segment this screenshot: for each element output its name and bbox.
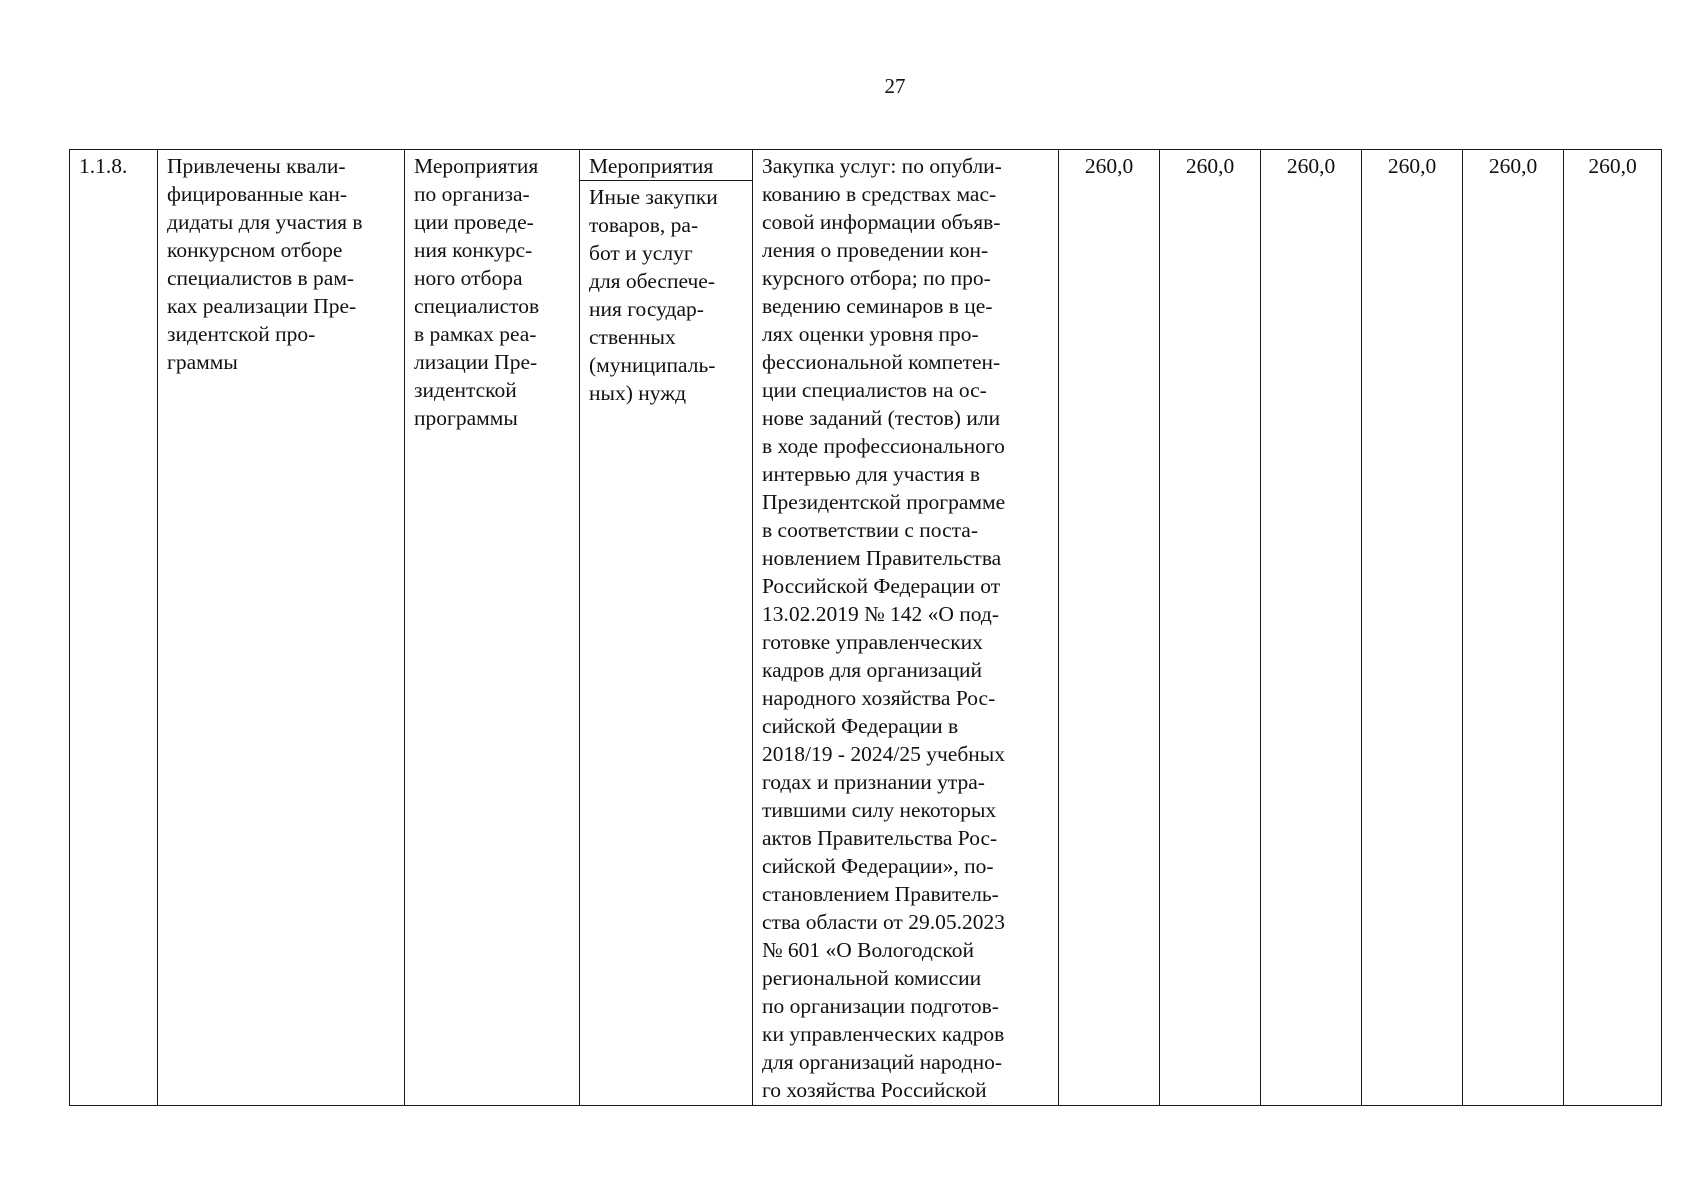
text-line: в рамках реа- — [414, 322, 537, 346]
text-line: ных) нужд — [589, 381, 687, 405]
text-line: № 601 «О Вологодской — [762, 938, 974, 962]
text-line: ния конкурс- — [414, 238, 533, 262]
text-line: специалистов в рам- — [167, 266, 355, 290]
text-line: кованию в средствах мас- — [762, 182, 997, 206]
text-line: Закупка услуг: по опубли- — [762, 154, 1002, 178]
text-line: совой информации объяв- — [762, 210, 1001, 234]
text-line: зидентской — [414, 378, 517, 402]
text-line: (муниципаль- — [589, 353, 716, 377]
text-line: ного отбора — [414, 266, 523, 290]
text-line: бот и услуг — [589, 241, 693, 265]
amount-value: 260,0 — [1588, 154, 1637, 178]
program-table — [69, 149, 1662, 1106]
text-line: актов Правительства Рос- — [762, 826, 998, 850]
text-line: фицированные кан- — [167, 182, 348, 206]
text-line: готовке управленческих — [762, 630, 983, 654]
text-line: лизации Пре- — [414, 350, 538, 374]
amount-value: 260,0 — [1084, 154, 1134, 178]
text-line: граммы — [167, 350, 238, 374]
text-line: Президентской программе — [762, 490, 1006, 514]
amount-cell-3 — [1261, 150, 1362, 1106]
text-line: 13.02.2019 № 142 «О под- — [762, 602, 1000, 626]
text-line: новлением Правительства — [762, 546, 1002, 570]
text-line: тившими силу некоторых — [762, 798, 997, 822]
amount-value: 260,0 — [1185, 154, 1235, 178]
text-line: ведению семинаров в це- — [762, 294, 993, 318]
row-code: 1.1.8. — [79, 154, 128, 178]
text-line: товаров, ра- — [589, 213, 699, 237]
text-line: Иные закупки — [589, 185, 718, 209]
text-line: ния государ- — [589, 297, 704, 321]
text-line: годах и признании утра- — [762, 770, 985, 794]
text-line: для обеспече- — [589, 269, 715, 293]
amount-cell-4 — [1362, 150, 1463, 1106]
amount-cell-1 — [1059, 150, 1160, 1106]
text-line: региональной комиссии — [762, 966, 982, 990]
description-cell — [753, 150, 1059, 1106]
text-line: ства области от 29.05.2023 — [762, 910, 1005, 934]
expense-heading: Мероприятия — [580, 152, 752, 181]
text-line: специалистов — [414, 294, 540, 318]
text-line: ках реализации Пре- — [167, 294, 357, 318]
text-line: ки управленческих кадров — [762, 1022, 1005, 1046]
text-line: в соответствии с поста- — [762, 518, 978, 542]
text-line: по организа- — [414, 182, 530, 206]
page-number: 27 — [884, 74, 906, 98]
text-line: для организаций народно- — [762, 1050, 1003, 1074]
amount-cell-5 — [1463, 150, 1564, 1106]
text-line: ственных — [589, 325, 676, 349]
expense-type-cell — [580, 150, 753, 1106]
amount-value: 260,0 — [1488, 154, 1538, 178]
text-line: конкурсном отборе — [167, 238, 343, 262]
text-line: ции проведе- — [414, 210, 534, 234]
text-line: по организации подготов- — [762, 994, 999, 1018]
text-line: народного хозяйства Рос- — [762, 686, 996, 710]
text-line: ления о проведении кон- — [762, 238, 989, 262]
table-row — [70, 150, 1662, 1106]
amount-cell-6 — [1564, 150, 1662, 1106]
text-line: кадров для организаций — [762, 658, 982, 682]
text-line: дидаты для участия в — [167, 210, 363, 234]
text-line: фессиональной компетен- — [762, 350, 1001, 374]
text-line: го хозяйства Российской — [762, 1078, 987, 1102]
text-line: сийской Федерации», по- — [762, 854, 994, 878]
text-line: 2018/19 - 2024/25 учебных — [762, 742, 1005, 766]
text-line: ции специалистов на ос- — [762, 378, 987, 402]
text-line: сийской Федерации в — [762, 714, 959, 738]
text-line: Российской Федерации от — [762, 574, 1001, 598]
text-line: курсного отбора; по про- — [762, 266, 991, 290]
text-line: зидентской про- — [167, 322, 316, 346]
text-line: программы — [414, 406, 518, 430]
result-cell — [158, 150, 405, 1106]
text-line: интервью для участия в — [762, 462, 980, 486]
amount-cell-2 — [1160, 150, 1261, 1106]
text-line: в ходе профессионального — [762, 434, 1005, 458]
text-line: нове заданий (тестов) или — [762, 406, 1001, 430]
text-line: Привлечены квали- — [167, 154, 346, 178]
text-line: лях оценки уровня про- — [762, 322, 979, 346]
text-line: становлением Правитель- — [762, 882, 999, 906]
amount-value: 260,0 — [1387, 154, 1437, 178]
measure-cell — [405, 150, 580, 1106]
text-line: Мероприятия — [414, 154, 539, 178]
row-code-cell — [70, 150, 158, 1106]
amount-value: 260,0 — [1286, 154, 1336, 178]
